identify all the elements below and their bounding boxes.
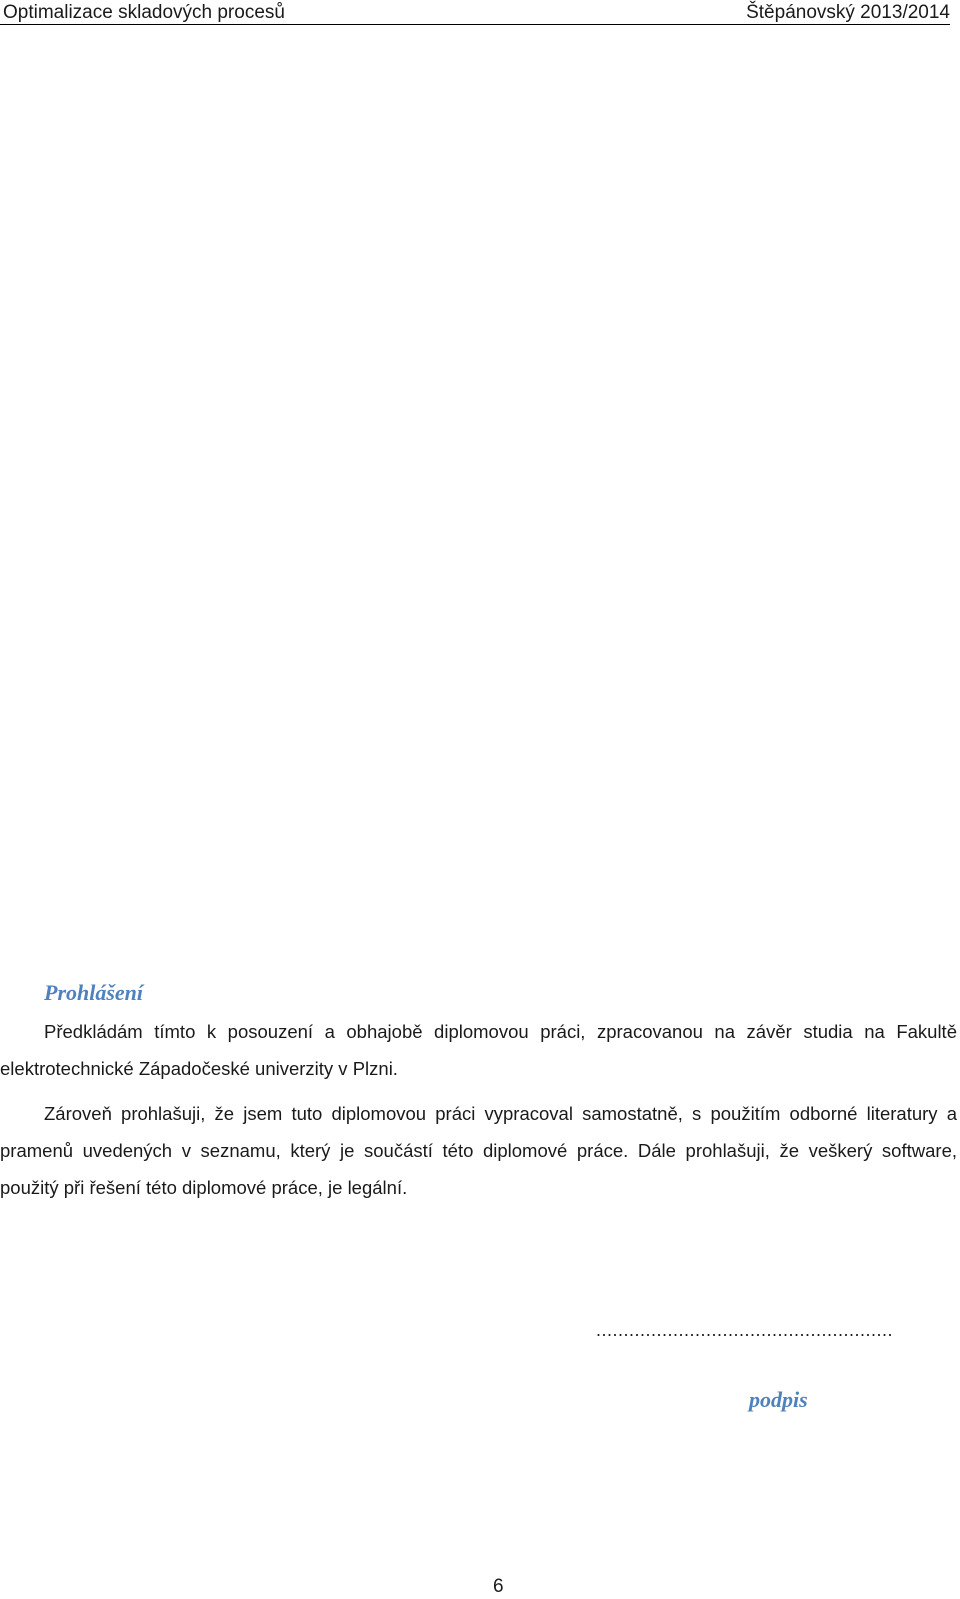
page-header — [0, 0, 950, 25]
declaration-paragraph-2: Zároveň prohlašuji, že jsem tuto diplomovou práci vypracoval samostatně, s použitím odborné literatury a pramenů uvedených v seznamu, který je součástí této diplomové práce. Dále prohlašuji, že veškerý software, použitý při řešení této diplomové práce, je legální. — [0, 1103, 957, 1198]
signature-line: ...................................................... — [596, 1320, 894, 1340]
header-document-title: Optimalizace skladových procesů — [3, 2, 285, 23]
header-author-year: Štěpánovský 2013/2014 — [746, 2, 950, 23]
signature-label: podpis — [749, 1387, 808, 1412]
page-number: 6 — [493, 1576, 504, 1597]
declaration-paragraph-1: Předkládám tímto k posouzení a obhajobě diplomovou práci, zpracovanou na závěr studia na Fakultě elektrotechnické Západočeské univerzity v Plzni. — [0, 1021, 957, 1079]
section-title: Prohlášení — [44, 980, 144, 1005]
